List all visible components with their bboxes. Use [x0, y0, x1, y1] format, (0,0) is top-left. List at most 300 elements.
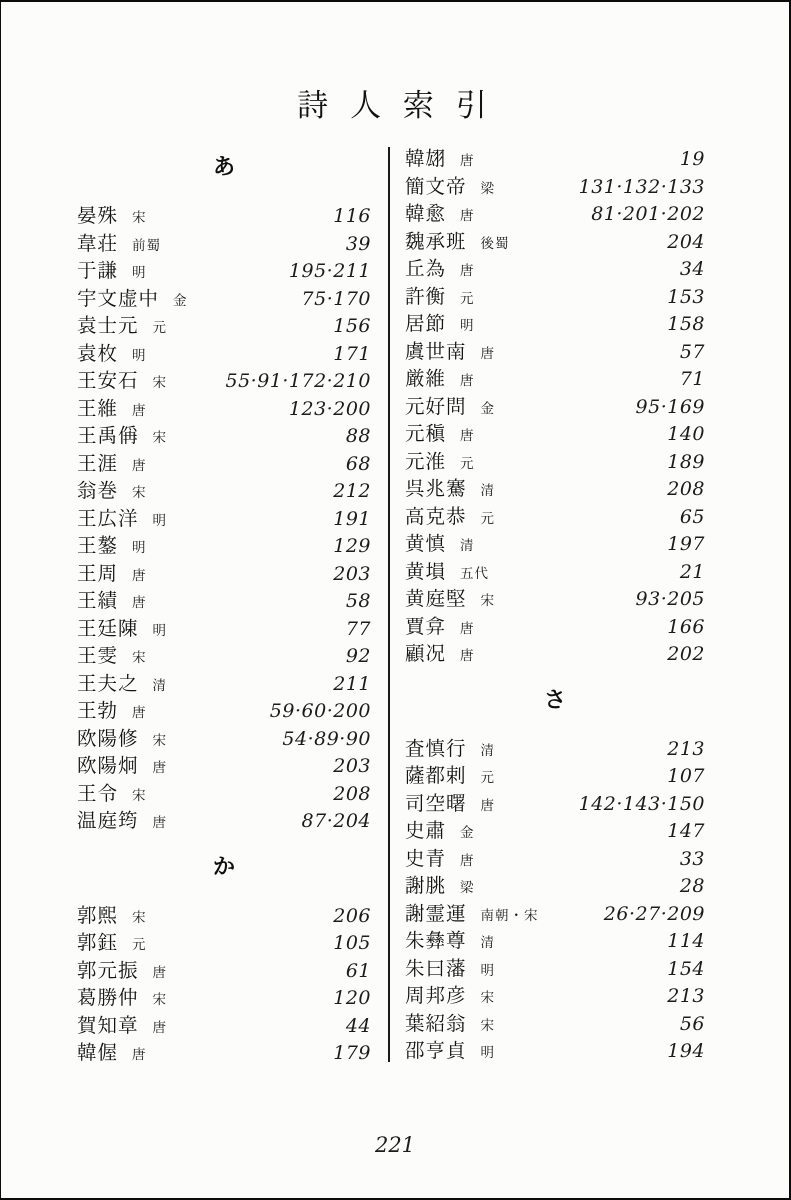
index-entry-row: [405, 472, 705, 500]
index-entry-row: [405, 979, 705, 1007]
dynasty-label: 唐: [460, 153, 475, 169]
column-divider: [388, 147, 390, 1062]
page-numbers: 87·204: [301, 810, 371, 832]
entry-left: [77, 927, 147, 955]
index-entry-row: [77, 199, 371, 227]
page-title: 詩 人 索 引: [297, 88, 493, 124]
page-numbers: 28: [679, 875, 705, 897]
poet-name: 虞世南: [405, 339, 467, 363]
entry-left: [405, 788, 495, 816]
entry-left: [405, 336, 495, 364]
page-numbers: 71: [679, 368, 705, 390]
dynasty-label: 唐: [480, 797, 496, 814]
index-entry-row: [405, 582, 705, 610]
entry-left: [77, 900, 147, 928]
poet-name: 史青: [405, 846, 447, 870]
dynasty-label: 南朝・宋: [480, 907, 539, 924]
entry-left: [405, 556, 489, 584]
entry-left: [77, 503, 167, 531]
entry-left: [77, 585, 147, 613]
index-entry-row: [405, 390, 705, 418]
index-entry-row: [77, 282, 371, 310]
entry-left: [405, 638, 475, 666]
poet-name: 王広洋: [77, 506, 139, 530]
poet-name: 簡文帝: [405, 174, 467, 198]
page-numbers: 114: [667, 930, 705, 952]
dynasty-label: 唐: [460, 620, 475, 637]
poet-name: 謝霊運: [405, 901, 467, 925]
poet-name: 翁巻: [77, 479, 119, 502]
poet-name: 王安石: [77, 369, 139, 392]
poet-name: 王廷陳: [77, 616, 139, 640]
index-entry-row: [77, 584, 371, 612]
entry-left: [405, 925, 495, 953]
poet-name: 韓翃: [405, 147, 447, 170]
index-entry-row: [77, 749, 371, 777]
entry-left: [405, 870, 475, 898]
index-entry-row: [77, 954, 371, 982]
poet-name: 丘為: [405, 257, 447, 280]
index-entry-row: [405, 814, 705, 842]
index-entry-row: [77, 364, 371, 392]
poet-name: 郭元振: [77, 958, 139, 982]
index-entry-row: [77, 1036, 371, 1064]
index-entry-row: [405, 924, 705, 952]
poet-name: 于謙: [77, 259, 119, 282]
poet-name: 高克恭: [405, 504, 467, 528]
page-numbers: 203: [333, 755, 371, 777]
page-numbers: 204: [667, 230, 705, 253]
poet-name: 韋荘: [77, 231, 119, 255]
entry-left: [405, 733, 495, 761]
page-numbers: 95·169: [635, 395, 705, 418]
page-numbers: 33: [679, 847, 705, 870]
index-entry-row: [405, 1034, 705, 1062]
dynasty-label: 金: [460, 825, 475, 841]
poet-name: 宇文虚中: [77, 286, 160, 310]
page-numbers: 208: [333, 782, 371, 805]
entry-left: [405, 308, 475, 336]
entry-left: [77, 310, 167, 338]
entry-left: [77, 778, 147, 806]
poet-name: 黄塤: [405, 559, 447, 583]
poet-name: 王周: [77, 561, 119, 585]
index-entry-row: [405, 610, 705, 638]
index-entry-row: [77, 722, 371, 750]
entry-left: [405, 171, 495, 199]
entry-left: [405, 446, 475, 474]
index-entry-row: [77, 419, 371, 447]
index-entry-row: [77, 529, 371, 557]
entry-left: [405, 980, 495, 1008]
entry-left: [77, 558, 147, 586]
page-numbers: 194: [667, 1040, 705, 1062]
page-numbers: 129: [333, 535, 371, 557]
index-entry-row: [405, 555, 705, 583]
poet-name: 賈弇: [405, 614, 447, 638]
dynasty-label: 清: [460, 538, 475, 554]
entry-left: [405, 843, 475, 871]
dynasty-label: 唐: [132, 457, 147, 474]
index-entry-row: [77, 981, 371, 1009]
dynasty-label: 宋: [152, 732, 168, 749]
dynasty-label: 元: [480, 510, 496, 527]
poet-name: 王禹偁: [77, 424, 139, 447]
index-entry-row: [405, 527, 705, 555]
page-numbers: 81·201·202: [591, 203, 705, 225]
page-numbers: 105: [333, 932, 371, 954]
dynasty-label: 唐: [152, 760, 168, 776]
index-entry-row: [77, 926, 371, 954]
index-entry-row: [77, 309, 371, 337]
page-numbers: 147: [667, 820, 705, 842]
page-numbers: 123·200: [288, 397, 371, 420]
page-numbers: 195·211: [288, 260, 371, 282]
index-entry-row: [405, 307, 705, 335]
poet-name: 元淮: [405, 449, 447, 473]
page-numbers: 206: [333, 904, 371, 927]
poet-name: 朱曰藩: [405, 956, 467, 980]
poet-name: 謝朓: [405, 874, 447, 897]
index-entry-row: [77, 254, 371, 282]
dynasty-label: 後蜀: [480, 235, 510, 252]
poet-name: 晏殊: [77, 204, 119, 227]
entry-left: [77, 448, 147, 476]
entry-left: [77, 640, 147, 668]
dynasty-label: 唐: [132, 705, 147, 721]
dynasty-label: 唐: [132, 402, 147, 419]
page-numbers: 203: [333, 562, 371, 585]
entry-left: [405, 760, 495, 788]
page-numbers: 212: [333, 480, 371, 502]
dynasty-label: 宋: [480, 990, 496, 1006]
dynasty-label: 五代: [460, 565, 490, 582]
entry-left: [405, 501, 495, 529]
section-header: [405, 665, 705, 732]
index-entry-row: [77, 804, 371, 832]
dynasty-label: 前蜀: [132, 237, 162, 254]
dynasty-label: 清: [480, 742, 496, 759]
dynasty-label: 梁: [460, 880, 475, 896]
entry-left: [405, 1035, 495, 1063]
page-numbers: 56: [679, 1012, 705, 1035]
poet-name: 袁士元: [77, 314, 139, 337]
poet-name: 王雯: [77, 644, 119, 667]
entry-left: [77, 283, 188, 311]
dynasty-label: 宋: [152, 992, 168, 1008]
poet-name: 顧况: [405, 642, 447, 665]
section-header: [77, 832, 371, 899]
entry-left: [77, 1010, 167, 1038]
entry-left: [405, 815, 475, 843]
dynasty-label: 元: [460, 455, 475, 472]
entry-left: [77, 613, 167, 641]
index-entry-row: [405, 142, 705, 170]
dynasty-label: 唐: [460, 428, 475, 444]
entry-left: [405, 583, 495, 611]
dynasty-label: 唐: [460, 648, 475, 664]
dynasty-label: 唐: [132, 595, 147, 611]
entry-left: [77, 393, 147, 421]
poet-name: 元稹: [405, 422, 447, 445]
page-numbers: 140: [667, 423, 705, 445]
entry-left: [77, 365, 167, 393]
left-column: [77, 132, 371, 1064]
dynasty-label: 梁: [480, 180, 496, 197]
dynasty-label: 宋: [480, 1017, 496, 1034]
page-numbers: 68: [345, 452, 371, 475]
index-entry-row: [77, 337, 371, 365]
page-numbers: 92: [345, 645, 371, 667]
index-entry-row: [405, 637, 705, 665]
index-entry-row: [405, 787, 705, 815]
index-entry-row: [77, 447, 371, 475]
dynasty-label: 明: [480, 1045, 496, 1061]
dynasty-label: 元: [132, 937, 147, 953]
poet-name: 厳維: [405, 367, 447, 390]
entry-left: [77, 200, 147, 228]
index-entry-row: [405, 197, 705, 225]
right-column: [405, 142, 705, 1062]
page-numbers: 153: [667, 285, 705, 308]
page-numbers: 208: [667, 478, 705, 500]
poet-name: 葛勝仲: [77, 986, 139, 1009]
page-numbers: 197: [667, 533, 705, 555]
poet-name: 査慎行: [405, 736, 467, 760]
page-numbers: 34: [679, 258, 705, 280]
dynasty-label: 唐: [152, 1019, 168, 1036]
poet-name: 朱彝尊: [405, 929, 467, 952]
dynasty-label: 明: [152, 512, 168, 529]
dynasty-label: 明: [132, 265, 147, 281]
entry-left: [405, 281, 475, 309]
poet-name: 欧陽修: [77, 726, 139, 750]
page-numbers: 166: [667, 615, 705, 638]
dynasty-label: 唐: [132, 1047, 147, 1063]
poet-name: 王涯: [77, 451, 119, 475]
page-numbers: 93·205: [635, 588, 705, 610]
dynasty-label: 宋: [152, 430, 168, 446]
entry-left: [405, 391, 495, 419]
index-entry-row: [77, 694, 371, 722]
index-entry-row: [405, 417, 705, 445]
dynasty-label: 元: [460, 290, 475, 307]
poet-name: 袁枚: [77, 341, 119, 365]
poet-name: 欧陽炯: [77, 754, 139, 777]
page-numbers: 19: [679, 148, 705, 170]
page-numbers: 189: [667, 450, 705, 473]
entry-left: [77, 982, 167, 1010]
page-numbers: 154: [667, 957, 705, 980]
dynasty-label: 宋: [132, 650, 147, 666]
poet-name: 王令: [77, 781, 119, 805]
index-entry-row: [405, 280, 705, 308]
entry-left: [405, 418, 475, 446]
index-entry-row: [77, 557, 371, 585]
index-entry-row: [405, 445, 705, 473]
poet-name: 郭煕: [77, 903, 119, 927]
page-numbers: 75·170: [301, 287, 371, 310]
entry-left: [77, 1037, 147, 1065]
poet-name: 黄庭堅: [405, 587, 467, 610]
entry-left: [77, 338, 147, 366]
index-entry-row: [77, 227, 371, 255]
index-entry-row: [77, 474, 371, 502]
section-header-kana: か: [212, 854, 235, 880]
poet-name: 史肅: [405, 819, 447, 842]
index-entry-row: [405, 842, 705, 870]
dynasty-label: 明: [480, 962, 496, 979]
page-numbers: 39: [345, 232, 371, 255]
poet-name: 元好問: [405, 394, 467, 418]
dynasty-label: 宋: [132, 787, 147, 804]
page-numbers: 116: [333, 205, 371, 227]
entry-left: [405, 143, 475, 171]
dynasty-label: 清: [152, 677, 168, 694]
poet-name: 邵亨貞: [405, 1039, 467, 1062]
dynasty-label: 明: [460, 318, 475, 334]
page-numbers: 26·27·209: [603, 902, 705, 925]
index-entry-row: [405, 1007, 705, 1035]
entry-left: [77, 228, 161, 256]
entry-left: [77, 805, 167, 833]
index-entry-row: [77, 502, 371, 530]
dynasty-label: 唐: [152, 815, 168, 831]
index-entry-row: [77, 639, 371, 667]
page-numbers: 191: [333, 507, 371, 530]
dynasty-label: 唐: [460, 263, 475, 279]
poet-name: 魏承班: [405, 229, 467, 253]
index-entry-row: [77, 392, 371, 420]
page-numbers: 57: [679, 340, 705, 363]
page-numbers: 21: [679, 560, 705, 583]
dynasty-label: 宋: [132, 909, 147, 926]
page-numbers: 44: [345, 1014, 371, 1037]
page-numbers: 142·143·150: [578, 792, 705, 815]
dynasty-label: 宋: [152, 375, 168, 391]
poet-name: 賀知章: [77, 1013, 139, 1037]
dynasty-label: 唐: [480, 345, 496, 362]
page-numbers: 179: [333, 1042, 371, 1064]
page-numbers: 65: [679, 505, 705, 528]
page-numbers: 54·89·90: [282, 727, 371, 750]
poet-name: 王勃: [77, 699, 119, 722]
page-numbers: 156: [333, 315, 371, 337]
entry-left: [405, 198, 475, 226]
index-entry-row: [405, 362, 705, 390]
index-entry-row: [405, 500, 705, 528]
poet-name: 王績: [77, 589, 119, 612]
index-entry-row: [405, 732, 705, 760]
poet-name: 王鏊: [77, 534, 119, 557]
dynasty-label: 清: [480, 483, 496, 499]
index-entry-row: [77, 1009, 371, 1037]
dynasty-label: 金: [173, 292, 188, 309]
dynasty-label: 唐: [132, 567, 147, 584]
page-numbers: 131·132·133: [578, 175, 705, 198]
poet-name: 郭鈺: [77, 931, 119, 954]
index-entry-row: [405, 335, 705, 363]
dynasty-label: 宋: [132, 485, 147, 501]
entry-left: [405, 611, 475, 639]
entry-left: [77, 750, 167, 778]
entry-left: [405, 898, 539, 926]
dynasty-label: 唐: [460, 852, 475, 869]
dynasty-label: 唐: [460, 208, 475, 224]
index-entry-row: [405, 869, 705, 897]
page-numbers: 213: [667, 985, 705, 1007]
dynasty-label: 元: [152, 320, 168, 336]
entry-left: [405, 226, 510, 254]
poet-name: 韓偓: [77, 1041, 119, 1064]
index-entry-row: [405, 170, 705, 198]
entry-left: [405, 528, 475, 556]
index-entry-row: [405, 952, 705, 980]
section-header-kana: あ: [212, 155, 235, 180]
entry-left: [405, 363, 475, 391]
poet-name: 許衡: [405, 284, 447, 308]
page-numbers: 58: [345, 590, 371, 612]
index-entry-row: [77, 612, 371, 640]
poet-name: 周邦彦: [405, 984, 467, 1007]
poet-name: 王維: [77, 396, 119, 420]
dynasty-label: 明: [152, 622, 168, 639]
entry-left: [405, 473, 495, 501]
page-numbers: 202: [667, 643, 705, 665]
poet-name: 司空曙: [405, 791, 467, 815]
entry-left: [405, 1008, 495, 1036]
section-header-kana: さ: [543, 687, 566, 713]
entry-left: [77, 255, 147, 283]
section-header: [77, 132, 371, 199]
index-entry-row: [405, 759, 705, 787]
dynasty-label: 唐: [460, 373, 475, 389]
index-entry-row: [405, 897, 705, 925]
dynasty-label: 金: [480, 400, 496, 417]
poet-name: 居節: [405, 312, 447, 335]
entry-left: [405, 953, 495, 981]
dynasty-label: 清: [480, 935, 496, 951]
entry-left: [77, 695, 147, 723]
page-numbers: 120: [333, 987, 371, 1009]
page-numbers: 171: [333, 342, 371, 365]
entry-left: [77, 723, 167, 751]
page-numbers: 61: [345, 959, 371, 982]
dynasty-label: 明: [132, 540, 147, 556]
entry-left: [77, 955, 167, 983]
index-entry-row: [77, 899, 371, 927]
page-numbers: 59·60·200: [269, 700, 371, 722]
entry-left: [77, 668, 167, 696]
dynasty-label: 宋: [480, 593, 496, 609]
poet-name: 王夫之: [77, 671, 139, 695]
page-numbers: 158: [667, 313, 705, 335]
page-numbers: 77: [345, 617, 371, 640]
poet-name: 呉兆騫: [405, 477, 467, 500]
poet-name: 黄慎: [405, 532, 447, 555]
index-entry-row: [405, 225, 705, 253]
dynasty-label: 元: [480, 770, 496, 786]
index-entry-row: [77, 777, 371, 805]
page-numbers: 88: [345, 425, 371, 447]
index-entry-row: [77, 667, 371, 695]
folio-page-number: 221: [374, 1133, 416, 1157]
entry-left: [77, 475, 147, 503]
page-numbers: 107: [667, 765, 705, 787]
entry-left: [77, 530, 147, 558]
entry-left: [405, 253, 475, 281]
entry-left: [77, 420, 167, 448]
